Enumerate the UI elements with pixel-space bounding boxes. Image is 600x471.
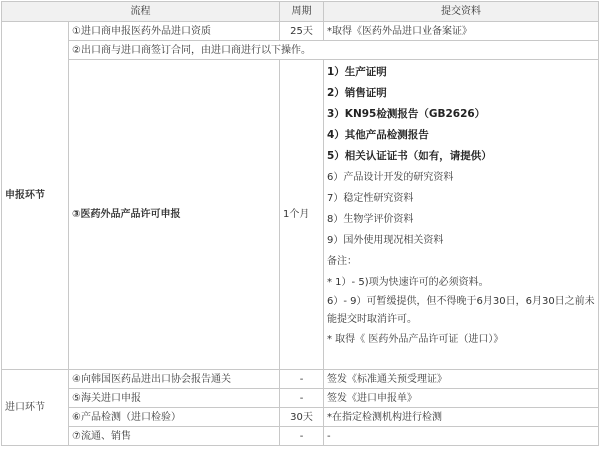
period-cell: - [280,389,324,408]
import-process-table [1,1,599,446]
process-cell: ⑦流通、销售 [69,427,280,446]
note-line: 6）- 9）可暂缓提供，但不得晚于6月30日，6月30日之前未能提交时取消许可。 [327,296,595,325]
note-line: * 1）- 5)项为快速许可的必须资料。 [327,277,489,288]
table-row [2,60,599,370]
process-cell: ⑤海关进口申报 [69,389,280,408]
doc-item: 3）KN95检测报告（GB2626） [327,108,486,120]
table-row [2,389,599,408]
table-row [2,41,599,60]
doc-item: 6）产品设计开发的研究资料 [327,172,454,183]
header-documents: 提交资料 [324,2,599,22]
period-cell: - [280,427,324,446]
doc-item: 4）其他产品检测报告 [327,129,429,141]
table-row [2,370,599,389]
stage-declare-cell: 申报环节 [2,22,69,370]
docs-cell: *取得《医药外品进口业备案证》 [324,22,599,41]
stage-import-cell: 进口环节 [2,370,69,446]
table-row [2,427,599,446]
period-cell: 1个月 [280,60,324,370]
note-label: 备注： [327,256,357,267]
period-cell: 30天 [280,408,324,427]
docs-cell: 签发《进口申报单》 [324,389,599,408]
doc-item: 7）稳定性研究资料 [327,193,414,204]
process-cell: ⑥产品检测（进口检验） [69,408,280,427]
period-cell: 25天 [280,22,324,41]
period-cell: - [280,370,324,389]
doc-item: 5）相关认证证书（如有，请提供） [327,150,492,162]
header-period: 周期 [280,2,324,22]
header-process: 流程 [2,2,280,22]
process-cell: ④向韩国医药品进出口协会报告通关 [69,370,280,389]
doc-item: 2）销售证明 [327,87,387,99]
docs-cell: *在指定检测机构进行检测 [324,408,599,427]
doc-item: 8）生物学评价资料 [327,214,414,225]
table-row [2,22,599,41]
docs-cell: - [324,427,599,446]
docs-cell [324,60,599,370]
process-cell: ①进口商申报医药外品进口资质 [69,22,280,41]
doc-item: 1）生产证明 [327,66,387,78]
note-line: * 取得《 医药外品产品许可证（进口）》 [327,334,504,345]
doc-item: 9）国外使用现况相关资料 [327,235,444,246]
docs-cell: 签发《标准通关预受理证》 [324,370,599,389]
table-header-row [2,2,599,22]
process-cell: ③医药外品产品许可申报 [69,60,280,370]
table-row [2,408,599,427]
process-cell: ②出口商与进口商签订合同，由进口商进行以下操作。 [69,41,599,60]
